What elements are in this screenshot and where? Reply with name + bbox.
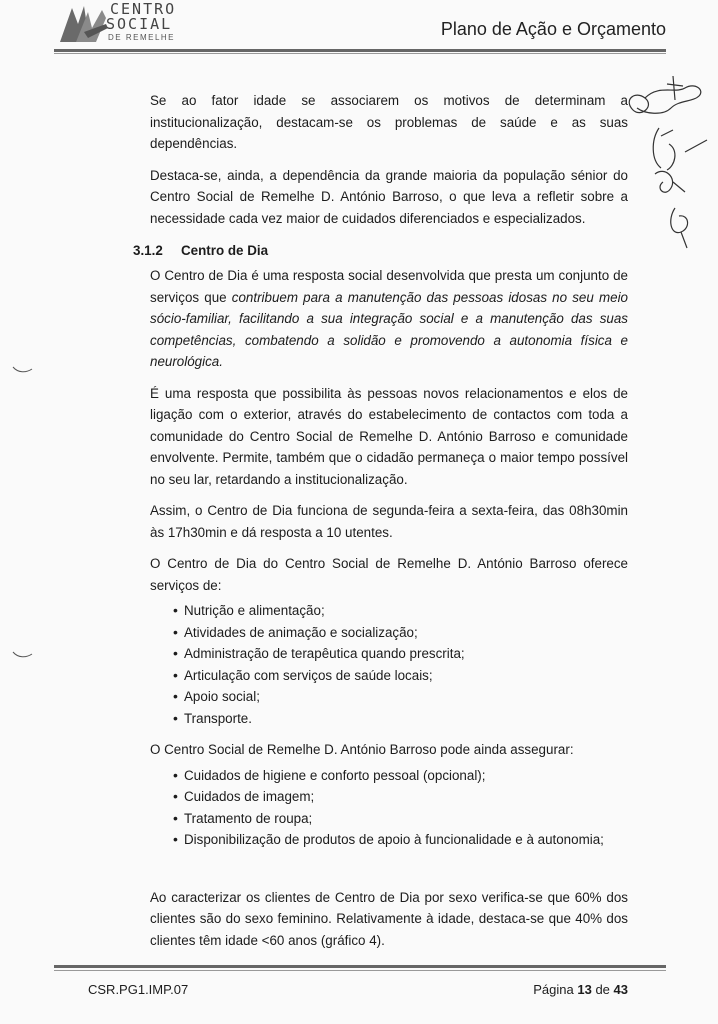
- section-heading: [133, 243, 268, 258]
- paragraph: O Centro de Dia do Centro Social de Remelhe D. António Barroso oferece serviços de:: [150, 556, 628, 593]
- list-item: • Articulação com serviços de saúde locais;: [150, 665, 628, 687]
- list-item: • Disponibilização de produtos de apoio à funcionalidade e à autonomia;: [150, 829, 628, 851]
- paragraph: O Centro Social de Remelhe D. António Barroso pode ainda assegurar:: [150, 742, 574, 757]
- section-number: 3.1.2: [133, 243, 163, 258]
- list-item: • Administração de terapêutica quando prescrita;: [150, 643, 628, 665]
- logo-line1: CENTRO: [110, 0, 177, 18]
- services-list: [150, 600, 628, 729]
- margin-mark: [12, 650, 34, 660]
- paragraph: Ao caracterizar os clientes de Centro de Dia por sexo verifica-se que 60% dos clientes são do sexo feminino. Relativamente à idade, destaca-se que 40% dos clientes têm idade <60 anos (gráfico 4).: [150, 889, 628, 948]
- list-item: • Apoio social;: [150, 686, 628, 708]
- paragraph: Destaca-se, ainda, a dependência da grande maioria da população sénior do Centro Social de Remelhe D. António Barroso, o que leva a refletir sobre a necessidade cada vez maior de cuidados diferenciados e especializados.: [150, 167, 628, 226]
- paragraph: É uma resposta que possibilita às pessoas novos relacionamentos e elos de ligação com o exterior, através do estabelecimento de contactos com toda a comunidade do Centro Social de Remelhe D. António Barroso e comunidade envolvente. Permite, também que o cidadão permaneça o maior tempo possível no seu lar, retardando a institucionalização.: [150, 385, 628, 487]
- list-item: • Tratamento de roupa;: [150, 808, 628, 830]
- paragraph: [150, 265, 628, 373]
- main-content: [150, 90, 628, 239]
- logo: [58, 2, 198, 44]
- margin-mark: [12, 365, 34, 375]
- document-code: CSR.PG1.IMP.07: [88, 982, 189, 997]
- page-number: [533, 982, 628, 997]
- logo-line3: DE REMELHE: [108, 33, 176, 42]
- section-title: Centro de Dia: [181, 243, 269, 258]
- list-item: • Cuidados de imagem;: [150, 786, 628, 808]
- page-current: 13: [577, 982, 592, 997]
- paragraph: Se ao fator idade se associarem os motivos de determinam a institucionalização, destacam-se os problemas de saúde e as suas dependências.: [150, 93, 628, 151]
- list-item: • Nutrição e alimentação;: [150, 600, 628, 622]
- extra-services-list: [150, 765, 628, 851]
- list-item: • Cuidados de higiene e conforto pessoal (opcional);: [150, 765, 628, 787]
- page-of: de: [595, 982, 610, 997]
- header-divider-thin: [54, 53, 666, 54]
- signature-initials: [615, 70, 715, 260]
- footer-divider-thin: [54, 970, 666, 971]
- page-total: 43: [613, 982, 628, 997]
- logo-line2: SOCIAL: [106, 15, 173, 33]
- page-label: Página: [533, 982, 574, 997]
- footer-divider: [54, 965, 666, 968]
- paragraph-text: O Centro de Dia é uma resposta social desenvolvida que presta um conjunto de serviços que: [150, 268, 628, 305]
- list-item: • Transporte.: [150, 708, 628, 730]
- list-item: • Atividades de animação e socialização;: [150, 622, 628, 644]
- logo-icon: [58, 2, 110, 44]
- paragraph: Assim, o Centro de Dia funciona de segunda-feira a sexta-feira, das 08h30min às 17h30min e dá resposta a 10 utentes.: [150, 503, 628, 540]
- paragraph-italic: contribuem para a manutenção das pessoas idosas no seu meio sócio-familiar, facilitando a sua integração social e a manutenção das suas competências, combatendo a solidão e promovendo a autonomia física e neurológica.: [150, 289, 628, 369]
- page-header: [0, 0, 718, 50]
- centro-dia-content: [150, 265, 628, 961]
- header-divider: [54, 49, 666, 52]
- document-title: Plano de Ação e Orçamento: [440, 19, 666, 39]
